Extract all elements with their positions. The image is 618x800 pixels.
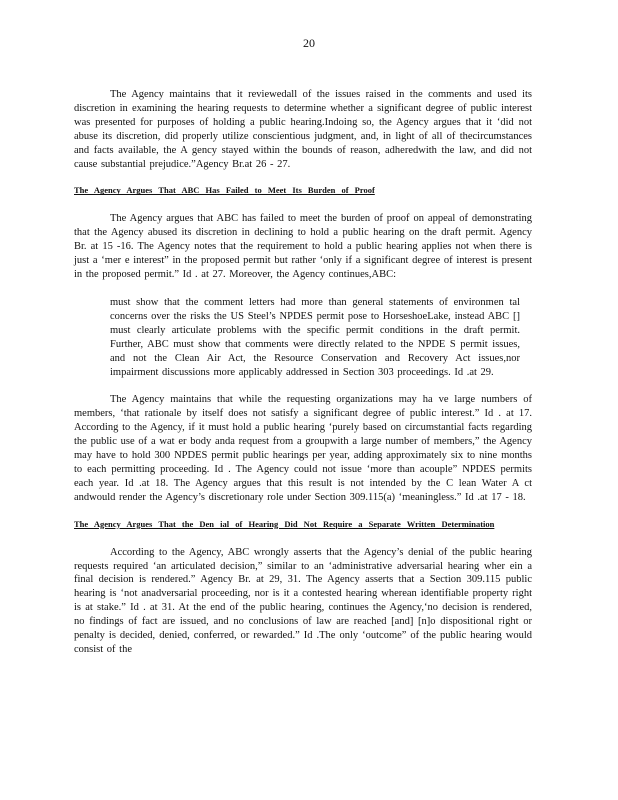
paragraph-burden-of-proof: The Agency argues that ABC has failed to meet the burden of proof on appeal of demonstrating that the Agency abused its discretion in declining to hold a public hearing on the draft permit. Agency Br. at 15 -16. The Agency notes that the requirement to hold a public hearing applies not when there is just a ‘mer e interest” in the proposed permit but rather ‘only if a significant degree of interest is present in the proposed permit.” Id . at 27. Moreover, the Agency continues,ABC: [74, 213, 532, 281]
paragraph-large-membership: The Agency maintains that while the requesting organizations may ha ve large numbers of members, ‘that rationale by itself does not satisfy a significant degree of public interest.” Id . at 17. According to the Agency, if it must hold a public hearing ‘purely based on circumstantial facts regarding the public use of a wat er body anda request from a groupwith a large number of members,” the Agency may have to hold 300 NPDES permit public hearings per year, adding approximately six to nine months to each permitting proceeding. Id . The Agency could not issue ‘more than acouple” NPDES permits each year. Id .at 18. The Agency argues that this result is not intended by the C lean Water A ct andwould render the Agency’s discretionary role under Section 309.115(a) ‘meaningless.” Id .at 17 - 18. [74, 394, 532, 503]
paragraph-articulated-decision: According to the Agency, ABC wrongly asserts that the Agency’s denial of the public hearing requests required ‘an articulated decision,” similar to an ‘administrative adversarial hearing wher ein a final decision is rendered.” Agency Br. at 29, 31. The Agency asserts that a Section 309.115 public hearing is ‘not anadversarial proceeding, nor is it a contested hearing wherean identifiable property right is at stake.” Id . at 31. At the end of the public hearing, continues the Agency,‘no decision is rendered, no findings of fact are issued, and no conclusions of law are reached [and] [n]o dispositional right or penalty is decided, denied, conferred, or rewarded.” Id .The only ‘outcome” of the public hearing would consist of the [74, 546, 532, 655]
section-heading-burden-of-proof: The Agency Argues That ABC Has Failed to Meet Its Burden of Proof [74, 185, 375, 196]
page-number: 20 [303, 36, 315, 50]
page-body [74, 88, 532, 671]
section-heading-written-determination: The Agency Argues That the Den ial of Hearing Did Not Require a Separate Written Determination [74, 518, 495, 529]
paragraph-agency-review: The Agency maintains that it reviewedall of the issues raised in the comments and used its discretion in examining the hearing requests to determine whether a significant degree of public interest was presented for purposes of holding a public hearing.Indoing so, the Agency argues that it ‘did not abuse its discretion, did properly utilize conscientious judgment, and, in light of all of thecircumstances and facts available, the A gency stayed within the bounds of reason, adheredwith the law, and did not cause substantial prejudice.”Agency Br.at 26 - 27. [74, 89, 532, 170]
block-quote: must show that the comment letters had more than general statements of environmen tal concerns over the risks the US Steel’s NPDES permit pose to HorseshoeLake, instead ABC [] must clearly articulate problems with the specific permit conditions in the draft permit. Further, ABC must show that comments were directly related to the NPDE S permit issues, and not the Clean Air Act, the Resource Conservation and Recovery Act issues,nor impairment discussions more applicably addressed in Section 303 proceedings. Id .at 29. [110, 296, 520, 378]
